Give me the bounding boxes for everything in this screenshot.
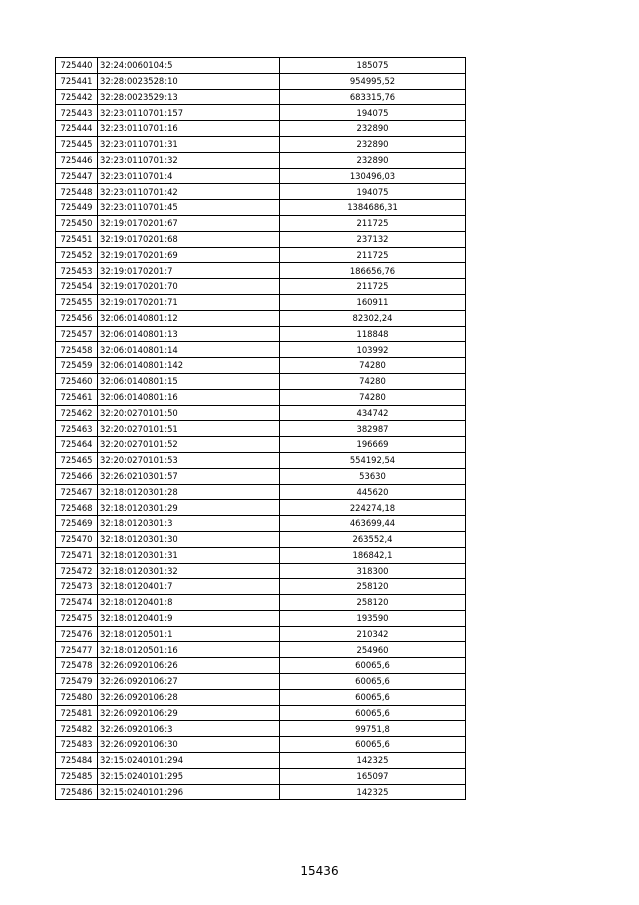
table-row	[56, 342, 466, 358]
value-cell: 60065,6	[280, 689, 466, 705]
value-cell: 954995,52	[280, 73, 466, 89]
row-number-cell: 725475	[56, 610, 98, 626]
table-row	[56, 231, 466, 247]
value-cell: 1384686,31	[280, 200, 466, 216]
row-number-cell: 725449	[56, 200, 98, 216]
cadastral-number-cell: 32:18:0120301:3	[98, 516, 280, 532]
cadastral-number-cell: 32:23:0110701:4	[98, 168, 280, 184]
row-number-cell: 725450	[56, 215, 98, 231]
row-number-cell: 725485	[56, 768, 98, 784]
value-cell: 60065,6	[280, 737, 466, 753]
value-cell: 232890	[280, 136, 466, 152]
row-number-cell: 725459	[56, 358, 98, 374]
value-cell: 232890	[280, 152, 466, 168]
row-number-cell: 725458	[56, 342, 98, 358]
table-row	[56, 294, 466, 310]
row-number-cell: 725456	[56, 310, 98, 326]
row-number-cell: 725443	[56, 105, 98, 121]
table-row	[56, 642, 466, 658]
value-cell: 554192,54	[280, 452, 466, 468]
table-row	[56, 215, 466, 231]
value-cell: 196669	[280, 437, 466, 453]
value-cell: 74280	[280, 358, 466, 374]
table-row	[56, 105, 466, 121]
value-cell: 74280	[280, 373, 466, 389]
table-row	[56, 168, 466, 184]
value-cell: 434742	[280, 405, 466, 421]
value-cell: 185075	[280, 58, 466, 74]
table-row	[56, 595, 466, 611]
value-cell: 130496,03	[280, 168, 466, 184]
cadastral-number-cell: 32:26:0920106:26	[98, 658, 280, 674]
cadastral-number-cell: 32:26:0920106:30	[98, 737, 280, 753]
row-number-cell: 725471	[56, 547, 98, 563]
cadastral-number-cell: 32:20:0270101:51	[98, 421, 280, 437]
table-row	[56, 279, 466, 295]
cadastral-number-cell: 32:28:0023529:13	[98, 89, 280, 105]
cadastral-number-cell: 32:18:0120301:31	[98, 547, 280, 563]
cadastral-number-cell: 32:28:0023528:10	[98, 73, 280, 89]
row-number-cell: 725479	[56, 674, 98, 690]
table-row	[56, 452, 466, 468]
table-row	[56, 468, 466, 484]
table-row	[56, 121, 466, 137]
cadastral-number-cell: 32:18:0120301:28	[98, 484, 280, 500]
table-row	[56, 358, 466, 374]
cadastral-number-cell: 32:15:0240101:294	[98, 753, 280, 769]
cadastral-number-cell: 32:19:0170201:7	[98, 263, 280, 279]
row-number-cell: 725465	[56, 452, 98, 468]
cadastral-number-cell: 32:20:0270101:53	[98, 452, 280, 468]
row-number-cell: 725466	[56, 468, 98, 484]
row-number-cell: 725442	[56, 89, 98, 105]
value-cell: 463699,44	[280, 516, 466, 532]
row-number-cell: 725460	[56, 373, 98, 389]
cadastral-number-cell: 32:23:0110701:31	[98, 136, 280, 152]
row-number-cell: 725469	[56, 516, 98, 532]
cadastral-number-cell: 32:15:0240101:295	[98, 768, 280, 784]
cadastral-number-cell: 32:19:0170201:67	[98, 215, 280, 231]
table-row	[56, 721, 466, 737]
cadastral-number-cell: 32:06:0140801:14	[98, 342, 280, 358]
cadastral-number-cell: 32:06:0140801:142	[98, 358, 280, 374]
row-number-cell: 725482	[56, 721, 98, 737]
table-row	[56, 437, 466, 453]
cadastral-number-cell: 32:23:0110701:45	[98, 200, 280, 216]
table-row	[56, 610, 466, 626]
row-number-cell: 725457	[56, 326, 98, 342]
cadastral-number-cell: 32:18:0120301:30	[98, 531, 280, 547]
cadastral-number-cell: 32:18:0120501:1	[98, 626, 280, 642]
table-row	[56, 58, 466, 74]
table-row	[56, 373, 466, 389]
row-number-cell: 725476	[56, 626, 98, 642]
row-number-cell: 725441	[56, 73, 98, 89]
cadastral-number-cell: 32:26:0920106:3	[98, 721, 280, 737]
value-cell: 60065,6	[280, 674, 466, 690]
table-row	[56, 768, 466, 784]
row-number-cell: 725470	[56, 531, 98, 547]
table-row	[56, 405, 466, 421]
value-cell: 258120	[280, 595, 466, 611]
cadastral-number-cell: 32:26:0920106:28	[98, 689, 280, 705]
row-number-cell: 725452	[56, 247, 98, 263]
table-row	[56, 326, 466, 342]
row-number-cell: 725453	[56, 263, 98, 279]
row-number-cell: 725484	[56, 753, 98, 769]
value-cell: 60065,6	[280, 658, 466, 674]
row-number-cell: 725447	[56, 168, 98, 184]
table-row	[56, 658, 466, 674]
row-number-cell: 725472	[56, 563, 98, 579]
cadastral-number-cell: 32:23:0110701:32	[98, 152, 280, 168]
row-number-cell: 725455	[56, 294, 98, 310]
row-number-cell: 725445	[56, 136, 98, 152]
table-row	[56, 263, 466, 279]
row-number-cell: 725480	[56, 689, 98, 705]
table-row	[56, 310, 466, 326]
table-row	[56, 152, 466, 168]
table-row	[56, 579, 466, 595]
row-number-cell: 725462	[56, 405, 98, 421]
value-cell: 74280	[280, 389, 466, 405]
row-number-cell: 725468	[56, 500, 98, 516]
cadastral-number-cell: 32:18:0120401:7	[98, 579, 280, 595]
value-cell: 193590	[280, 610, 466, 626]
row-number-cell: 725464	[56, 437, 98, 453]
value-cell: 53630	[280, 468, 466, 484]
value-cell: 142325	[280, 784, 466, 800]
cadastral-number-cell: 32:19:0170201:70	[98, 279, 280, 295]
table-row	[56, 184, 466, 200]
row-number-cell: 725446	[56, 152, 98, 168]
value-cell: 103992	[280, 342, 466, 358]
row-number-cell: 725451	[56, 231, 98, 247]
cadastral-number-cell: 32:06:0140801:16	[98, 389, 280, 405]
value-cell: 186842,1	[280, 547, 466, 563]
value-cell: 186656,76	[280, 263, 466, 279]
table-row	[56, 784, 466, 800]
row-number-cell: 725467	[56, 484, 98, 500]
cadastral-number-cell: 32:20:0270101:52	[98, 437, 280, 453]
page-number: 15436	[300, 864, 339, 878]
value-cell: 210342	[280, 626, 466, 642]
value-cell: 258120	[280, 579, 466, 595]
table-row	[56, 421, 466, 437]
registry-table-body	[56, 58, 466, 800]
row-number-cell: 725440	[56, 58, 98, 74]
table-row	[56, 626, 466, 642]
row-number-cell: 725454	[56, 279, 98, 295]
table-row	[56, 689, 466, 705]
row-number-cell: 725461	[56, 389, 98, 405]
cadastral-number-cell: 32:19:0170201:71	[98, 294, 280, 310]
cadastral-number-cell: 32:23:0110701:157	[98, 105, 280, 121]
value-cell: 683315,76	[280, 89, 466, 105]
value-cell: 60065,6	[280, 705, 466, 721]
value-cell: 382987	[280, 421, 466, 437]
table-row	[56, 705, 466, 721]
value-cell: 211725	[280, 215, 466, 231]
cadastral-number-cell: 32:20:0270101:50	[98, 405, 280, 421]
cadastral-number-cell: 32:18:0120401:9	[98, 610, 280, 626]
cadastral-number-cell: 32:06:0140801:13	[98, 326, 280, 342]
value-cell: 263552,4	[280, 531, 466, 547]
cadastral-number-cell: 32:15:0240101:296	[98, 784, 280, 800]
row-number-cell: 725473	[56, 579, 98, 595]
row-number-cell: 725448	[56, 184, 98, 200]
table-row	[56, 89, 466, 105]
value-cell: 82302,24	[280, 310, 466, 326]
table-row	[56, 753, 466, 769]
row-number-cell: 725483	[56, 737, 98, 753]
table-row	[56, 500, 466, 516]
cadastral-number-cell: 32:18:0120301:32	[98, 563, 280, 579]
cadastral-number-cell: 32:23:0110701:16	[98, 121, 280, 137]
table-row	[56, 737, 466, 753]
table-row	[56, 247, 466, 263]
value-cell: 211725	[280, 279, 466, 295]
registry-table	[55, 57, 466, 800]
table-row	[56, 547, 466, 563]
table-row	[56, 200, 466, 216]
row-number-cell: 725478	[56, 658, 98, 674]
value-cell: 224274,18	[280, 500, 466, 516]
table-row	[56, 563, 466, 579]
cadastral-number-cell: 32:18:0120301:29	[98, 500, 280, 516]
value-cell: 194075	[280, 105, 466, 121]
cadastral-number-cell: 32:26:0210301:57	[98, 468, 280, 484]
cadastral-number-cell: 32:18:0120401:8	[98, 595, 280, 611]
value-cell: 318300	[280, 563, 466, 579]
value-cell: 194075	[280, 184, 466, 200]
row-number-cell: 725444	[56, 121, 98, 137]
cadastral-number-cell: 32:26:0920106:29	[98, 705, 280, 721]
table-row	[56, 516, 466, 532]
row-number-cell: 725486	[56, 784, 98, 800]
cadastral-number-cell: 32:19:0170201:69	[98, 247, 280, 263]
row-number-cell: 725463	[56, 421, 98, 437]
cadastral-number-cell: 32:24:0060104:5	[98, 58, 280, 74]
row-number-cell: 725481	[56, 705, 98, 721]
row-number-cell: 725474	[56, 595, 98, 611]
value-cell: 118848	[280, 326, 466, 342]
table-row	[56, 531, 466, 547]
value-cell: 142325	[280, 753, 466, 769]
table-row	[56, 484, 466, 500]
value-cell: 160911	[280, 294, 466, 310]
cadastral-number-cell: 32:06:0140801:12	[98, 310, 280, 326]
value-cell: 211725	[280, 247, 466, 263]
value-cell: 165097	[280, 768, 466, 784]
table-row	[56, 674, 466, 690]
value-cell: 254960	[280, 642, 466, 658]
row-number-cell: 725477	[56, 642, 98, 658]
value-cell: 232890	[280, 121, 466, 137]
cadastral-number-cell: 32:23:0110701:42	[98, 184, 280, 200]
value-cell: 237132	[280, 231, 466, 247]
cadastral-number-cell: 32:19:0170201:68	[98, 231, 280, 247]
cadastral-number-cell: 32:26:0920106:27	[98, 674, 280, 690]
cadastral-number-cell: 32:18:0120501:16	[98, 642, 280, 658]
value-cell: 99751,8	[280, 721, 466, 737]
table-row	[56, 389, 466, 405]
table-row	[56, 73, 466, 89]
cadastral-number-cell: 32:06:0140801:15	[98, 373, 280, 389]
value-cell: 445620	[280, 484, 466, 500]
table-row	[56, 136, 466, 152]
